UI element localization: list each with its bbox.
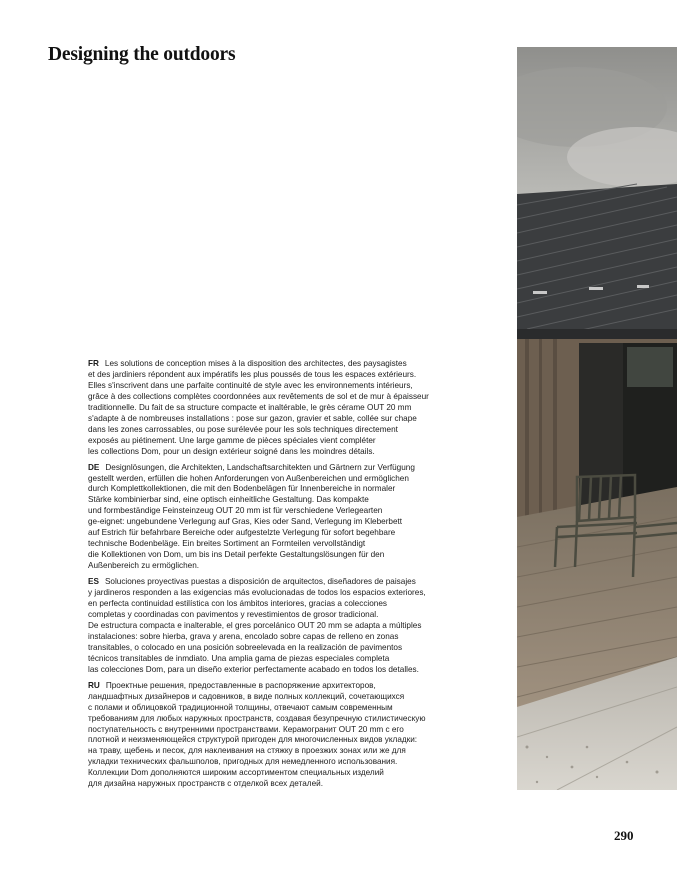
paragraph-text-de: Designlösungen, die Architekten, Landschaftsarchitekten und Gärtnern zur Verfügung gestellt werden, erfüllen die hohen Anforderungen von Außenbereichen und ermöglichen durch Komplettkollektionen, die mit den Bodenbelägen für Innenbereiche in normaler Stärke kombinierbar sind, eine optisch einheitliche Gestaltung. Das kompakte und formbeständige Feinsteinzeug OUT 20 mm ist für verschiedene Verlegearten ge-eignet: ungebundene Verlegung auf Gras, Kies oder Sand, Verlegung im Kleberbett auf Estrich für befahrbare Bereiche oder aufgestelzte Verlegung für sofort begehbare technische Bodenbeläge. Ein breites Sortiment an Formteilen vervollständigt die Kollektionen von Dom, um bis ins Detail perfekte Gestaltungslösungen für den Außenbereich zu ermöglichen. [88, 462, 415, 571]
page-number: 290 [614, 828, 634, 843]
description-text [88, 359, 483, 795]
language-label-de: DE [88, 462, 100, 472]
paragraph-de [88, 463, 483, 573]
page-title: Designing the outdoors [48, 44, 236, 65]
language-label-es: ES [88, 577, 99, 587]
language-label-ru: RU [88, 680, 100, 690]
paragraph-ru [88, 681, 483, 791]
paragraph-text-ru: Проектные решения, предоставленные в распоряжение архитекторов, ландшафтных дизайнеров и садовников, в виде полных коллекций, сочетающихся с полами и облицовкой традиционной толщины, отвечают самым современным требованиям для любых наружных пространств, создавая безупречную стилистическую поступательность с внутренними пространствами. Керамогранит OUT 20 mm с его плотной и неизменяющейся структурой пригоден для многочисленных видов укладки: на траву, щебень и песок, для наклеивания на стяжку в проезжих зонах или же для укладки технических фальшполов, пригодных для немедленного использования. Коллекции Dom дополняются широким ассортиментом специальных изделий для дизайна наружных пространств с отделкой всех деталей. [88, 680, 426, 789]
paragraph-text-fr: Les solutions de conception mises à la disposition des architectes, des paysagistes et des jardiniers répondent aux impératifs les plus poussés de tous les espaces extérieurs. Elles s'inscrivent dans une parfaite continuité de style avec les environnements intérieurs, grâce à des collections complètes coordonnées aux revêtements de sol et de mur à épaisseur traditionnelle. Du fait de sa structure compacte et inaltérable, le grès cérame OUT 20 mm s'adapte à de nombreuses installations : pose sur gazon, gravier et sable, collée sur chape dans les zones carrossables, ou pose surélevée pour les sols techniques directement exposés au piétinement. Une large gamme de pièces spéciales vient compléter les collections Dom, pour un design extérieur soigné dans les moindres détails. [88, 359, 429, 456]
paragraph-text-es: Soluciones proyectivas puestas a disposición de arquitectos, diseñadores de paisajes y jardineros responden a las exigencias más evolucionadas de todos los espacios exteriores, en perfecta continuidad estilística con los ámbitos interiores, gracias a colecciones completas y coordinadas con pavimentos y revestimientos de grosor tradicional. De estructura compacta e inalterable, el gres porcelánico OUT 20 mm se adapta a múltiples instalaciones: sobre hierba, grava y arena, encolado sobre capas de relleno en zonas transitables, o colocado en una posición sobreelevada en la realización de pavimentos técnicos transitables de inmdiato. Una amplia gama de piezas especiales completa las colecciones Dom, para un diseño exterior perfectamente acabado en todos los detalles. [88, 577, 426, 674]
language-label-fr: FR [88, 359, 99, 368]
outdoor-terrace-photo [517, 47, 677, 790]
paragraph-fr [88, 359, 483, 458]
paragraph-es [88, 577, 483, 676]
